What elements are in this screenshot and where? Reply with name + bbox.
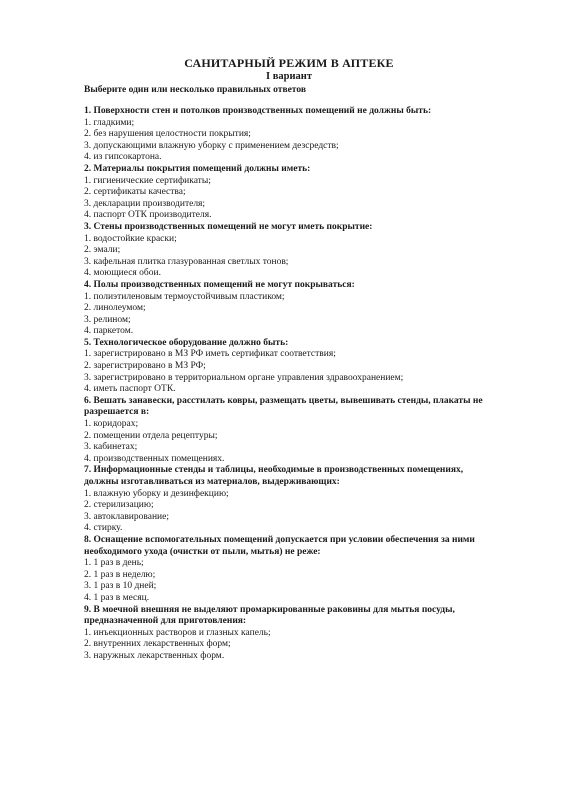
question-block	[84, 465, 494, 535]
answer-option: 4. 1 раз в месяц.	[84, 592, 150, 603]
answer-option: 4. паркетом.	[84, 326, 134, 337]
question-block	[84, 106, 494, 164]
answer-option: 2. внутренних лекарственных форм;	[84, 639, 231, 650]
answer-option: 2. сертификаты качества;	[84, 187, 186, 198]
question-text: 9. В моечной внешняя не выделяют промаркированные раковины для мытья посуды, предназначенной для приготовления:	[84, 604, 455, 627]
answer-option: 2. линолеумом;	[84, 303, 146, 314]
answer-option: 4. стирку.	[84, 523, 123, 534]
question-block	[84, 222, 494, 280]
answer-option: 1. инъекционных растворов и глазных капель;	[84, 627, 271, 638]
answer-option: 3. кафельная плитка глазурованная светлых тонов;	[84, 256, 289, 267]
answer-option: 3. кабинетах;	[84, 442, 138, 453]
question-text: 3. Стены производственных помещений не могут иметь покрытие:	[84, 221, 373, 232]
answer-option: 1. водостойкие краски;	[84, 233, 177, 244]
question-text: 8. Оснащение вспомогательных помещений допускается при условии обеспечения за ними необходимого ухода (очистки от пыли, мытья) не реже:	[84, 534, 475, 557]
answer-option: 2. стерилизацию;	[84, 500, 154, 511]
instruction-text: Выберите один или несколько правильных ответов	[84, 85, 306, 95]
question-text: 4. Полы производственных помещений не могут покрываться:	[84, 279, 355, 290]
answer-option: 4. производственных помещениях.	[84, 453, 225, 464]
answer-option: 1. зарегистрировано в МЗ РФ иметь сертификат соответствия;	[84, 349, 336, 360]
question-text: 7. Информационные стенды и таблицы, необходимые в производственных помещениях, должны изготавливаться из материалов, выдерживающих:	[84, 465, 464, 487]
answer-option: 2. 1 раз в неделю;	[84, 569, 156, 580]
answer-option: 3. допускающими влажную уборку с применением дезсредств;	[84, 140, 339, 151]
answer-option: 4. паспорт ОТК производителя.	[84, 210, 212, 221]
answer-option: 2. помещении отдела рецептуры;	[84, 430, 218, 441]
answer-option: 1. влажную уборку и дезинфекцию;	[84, 488, 229, 499]
question-block	[84, 396, 494, 466]
answer-option: 3. зарегистрировано в территориальном органе управления здравоохранением;	[84, 372, 404, 383]
answer-option: 1. коридорах;	[84, 419, 139, 430]
answer-option: 2. без нарушения целостности покрытия;	[84, 129, 251, 140]
answer-option: 4. иметь паспорт ОТК.	[84, 384, 176, 395]
answer-option: 1. гладкими;	[84, 117, 135, 128]
answer-option: 4. из гипсокартона.	[84, 152, 162, 163]
question-block	[84, 164, 494, 222]
question-text: 5. Технологическое оборудование должно быть:	[84, 337, 289, 348]
answer-option: 1. 1 раз в день;	[84, 558, 144, 569]
answer-option: 2. зарегистрировано в МЗ РФ;	[84, 361, 206, 372]
answer-option: 2. эмали;	[84, 245, 121, 256]
document-title: САНИТАРНЫЙ РЕЖИМ В АПТЕКЕ	[184, 56, 394, 70]
question-text: 2. Материалы покрытия помещений должны иметь:	[84, 163, 311, 174]
answer-option: 3. наружных лекарственных форм.	[84, 650, 225, 661]
question-list	[84, 106, 494, 663]
answer-option: 1. полиэтиленовым термоустойчивым пластиком;	[84, 291, 285, 302]
question-block	[84, 338, 494, 396]
question-block	[84, 605, 494, 663]
question-text: 1. Поверхности стен и потолков производственных помещений не должны быть:	[84, 106, 432, 116]
question-text: 6. Вешать занавески, расстилать ковры, размещать цветы, вывешивать стенды, плакаты не разрешается в:	[84, 395, 483, 418]
answer-option: 1. гигиенические сертификаты;	[84, 175, 211, 186]
answer-option: 3. автоклавирование;	[84, 511, 169, 522]
variant-label: I вариант	[266, 71, 312, 82]
question-block	[84, 280, 494, 338]
answer-option: 3. релином;	[84, 314, 131, 325]
answer-option: 4. моющиеся обои.	[84, 268, 161, 279]
answer-option: 3. 1 раз в 10 дней;	[84, 581, 157, 592]
answer-option: 3. декларации производителя;	[84, 198, 206, 209]
question-block	[84, 535, 494, 605]
